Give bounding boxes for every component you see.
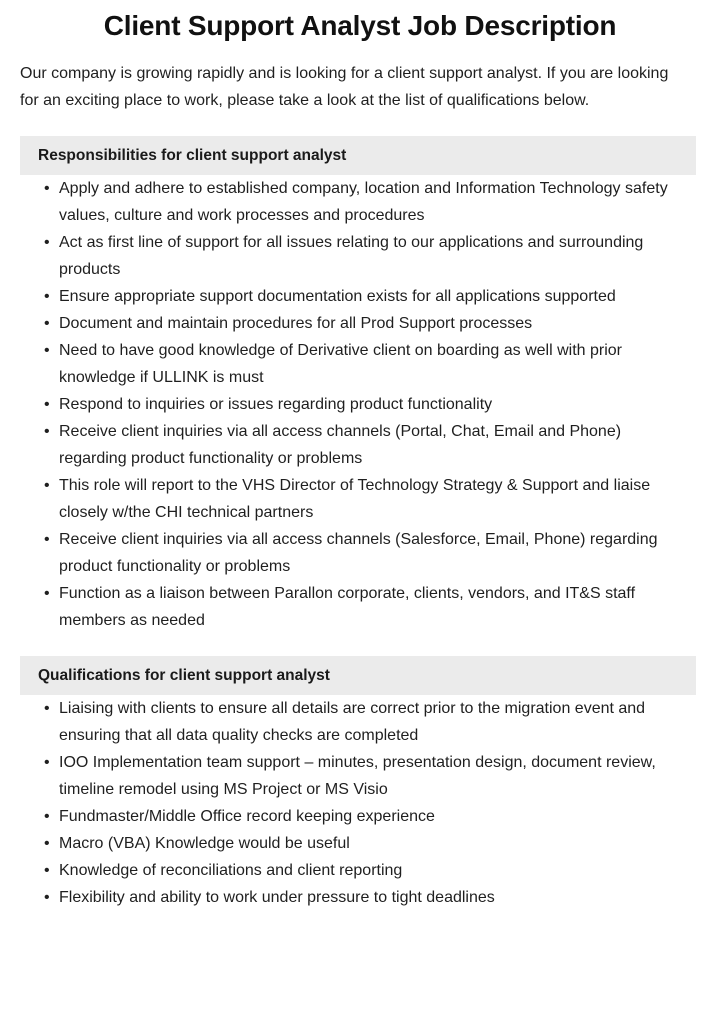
list-item-text: Document and maintain procedures for all Prod Support processes — [59, 315, 533, 332]
list-item — [0, 749, 720, 803]
list-item — [0, 695, 720, 749]
list-item — [0, 830, 720, 857]
bullet-icon: • — [44, 700, 50, 717]
list-item — [0, 857, 720, 884]
list-item-text: Macro (VBA) Knowledge would be useful — [59, 835, 350, 852]
qualifications-list — [0, 695, 720, 911]
bullet-icon: • — [44, 288, 50, 305]
bullet-icon: • — [44, 234, 50, 251]
list-item — [0, 526, 720, 580]
list-item-text: Receive client inquiries via all access channels (Portal, Chat, Email and Phone) regarding product functionality or problems — [59, 423, 622, 467]
list-item — [0, 884, 720, 911]
list-item-text: Apply and adhere to established company, location and Information Technology safety values, culture and work processes and procedures — [59, 180, 668, 224]
list-item — [0, 803, 720, 830]
responsibilities-list — [0, 175, 720, 634]
list-item — [0, 472, 720, 526]
list-item-text: IOO Implementation team support – minutes, presentation design, document review, timeline remodel using MS Project or MS Visio — [59, 754, 656, 798]
section-responsibilities — [0, 136, 720, 634]
list-item-text: Need to have good knowledge of Derivative client on boarding as well with prior knowledge if ULLINK is must — [59, 342, 622, 386]
section-header-qualifications — [20, 656, 696, 695]
list-item — [0, 283, 720, 310]
list-item — [0, 175, 720, 229]
bullet-icon: • — [44, 862, 50, 879]
list-item-text: Flexibility and ability to work under pressure to tight deadlines — [59, 889, 495, 906]
list-item — [0, 229, 720, 283]
list-item-text: Liaising with clients to ensure all details are correct prior to the migration event and ensuring that all data quality checks are completed — [59, 700, 646, 744]
bullet-icon: • — [44, 396, 50, 413]
list-item — [0, 337, 720, 391]
list-item-text: This role will report to the VHS Director of Technology Strategy & Support and liaise closely w/the CHI technical partners — [59, 477, 651, 521]
bullet-icon: • — [44, 808, 50, 825]
bullet-icon: • — [44, 342, 50, 359]
list-item — [0, 310, 720, 337]
bullet-icon: • — [44, 315, 50, 332]
list-item-text: Act as first line of support for all issues relating to our applications and surrounding products — [59, 234, 644, 278]
list-item-text: Fundmaster/Middle Office record keeping experience — [59, 808, 435, 825]
list-item — [0, 418, 720, 472]
list-item — [0, 391, 720, 418]
bullet-icon: • — [44, 585, 50, 602]
list-item-text: Knowledge of reconciliations and client reporting — [59, 862, 403, 879]
section-heading-responsibilities: Responsibilities for client support analyst — [38, 146, 347, 164]
intro-paragraph: Our company is growing rapidly and is looking for a client support analyst. If you are looking for an exciting place to work, please take a look at the list of qualifications below. — [20, 65, 669, 109]
bullet-icon: • — [44, 835, 50, 852]
bullet-icon: • — [44, 754, 50, 771]
section-header-responsibilities — [20, 136, 696, 175]
list-item-text: Respond to inquiries or issues regarding product functionality — [59, 396, 493, 413]
section-heading-qualifications: Qualifications for client support analyst — [38, 666, 330, 684]
section-qualifications — [0, 656, 720, 911]
bullet-icon: • — [44, 531, 50, 548]
list-item-text: Ensure appropriate support documentation exists for all applications supported — [59, 288, 616, 305]
bullet-icon: • — [44, 423, 50, 440]
list-item — [0, 580, 720, 634]
bullet-icon: • — [44, 889, 50, 906]
bullet-icon: • — [44, 180, 50, 197]
list-item-text: Receive client inquiries via all access channels (Salesforce, Email, Phone) regarding product functionality or problems — [59, 531, 658, 575]
page-title: Client Support Analyst Job Description — [103, 10, 617, 41]
list-item-text: Function as a liaison between Parallon corporate, clients, vendors, and IT&S staff members as needed — [59, 585, 636, 629]
bullet-icon: • — [44, 477, 50, 494]
